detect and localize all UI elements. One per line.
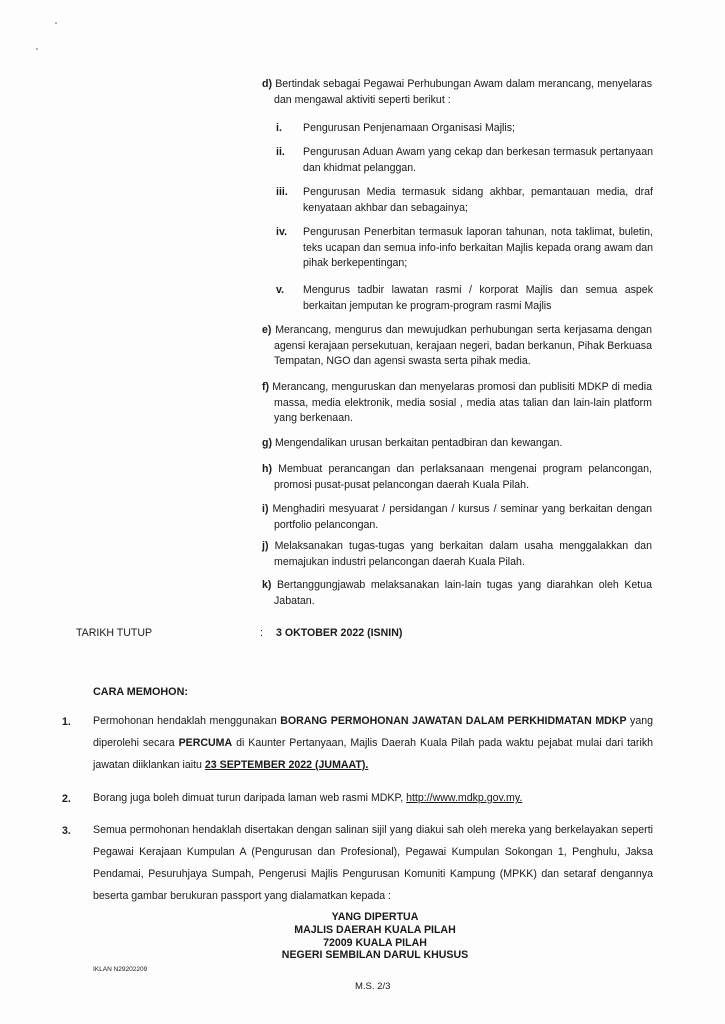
page-number: M.S. 2/3 — [355, 981, 391, 992]
subitem-v-label: v. — [276, 284, 285, 296]
subitem-ii-label: ii. — [276, 146, 285, 158]
item-h-label: h) — [262, 463, 272, 475]
item-j — [262, 539, 652, 570]
item-i-label: i) — [262, 503, 269, 515]
advert-date: 23 SEPTEMBER 2022 (JUMAAT). — [204, 759, 369, 771]
item-k-text: Bertanggungjawab melaksanakan lain-lain tugas yang diarahkan oleh Ketua Jabatan. — [274, 579, 653, 607]
item-f-text: Merancang, menguruskan dan menyelaras promosi dan publisiti MDKP di media massa, media elektronik, media sosial , media atas talian dan lain-lain platform yang berkenaan. — [272, 381, 652, 424]
address-line-2: MAJLIS DAERAH KUALA PILAH — [294, 923, 456, 936]
subitem-v-text: Mengurus tadbir lawatan rasmi / korporat Majlis dan semua aspek berkaitan jemputan ke program-program rasmi Majlis — [303, 284, 653, 312]
subitem-ii-text: Pengurusan Aduan Awam yang cekap dan berkesan termasuk pertanyaan dan khidmat pelanggan. — [303, 146, 653, 174]
mdkp-website-link[interactable]: http://www.mdkp.gov.my. — [406, 792, 523, 804]
subitem-iv-text: Pengurusan Penerbitan termasuk laporan tahunan, nota taklimat, buletin, teks ucapan dan semua info-info berkaitan Majlis kepada orang awam dan pihak berkepentingan; — [303, 226, 653, 269]
step-1-part-a: Permohonan hendaklah menggunakan — [93, 715, 281, 727]
cara-memohon-heading: CARA MEMOHON: — [93, 686, 188, 698]
form-name: BORANG PERMOHONAN JAWATAN DALAM PERKHIDMATAN MDKP — [280, 715, 627, 727]
step-2-text — [93, 787, 653, 809]
item-g-label: g) — [262, 437, 272, 449]
step-1-part-c: yang diperolehi secara — [93, 715, 654, 749]
address-line-4: NEGERI SEMBILAN DARUL KHUSUS — [281, 949, 469, 962]
step-3-text: Semua permohonan hendaklah disertakan dengan salinan sijil yang diakui sah oleh mereka yang berkelayakan seperti Pegawai Kerajaan Kumpulan A (Pengurusan dan Profesional), Pegawai Kumpulan Sokongan 1, Penghulu, Jaksa Pendamai, Pesuruhjaya Sumpah, Pengerusi Majlis Pengurusan Komuniti Kampung (MPKK) dan setaraf dengannya beserta gambar berukuran passport yang dialamatkan kepada : — [93, 824, 653, 902]
scan-speck — [55, 22, 57, 24]
item-i — [262, 502, 652, 533]
scan-speck — [36, 48, 38, 50]
subitem-iv-label: iv. — [276, 226, 287, 238]
item-d-text: Bertindak sebagai Pegawai Perhubungan Awam dalam merancang, menyelaras dan mengawal aktiviti seperti berikut : — [274, 78, 652, 106]
item-h-text: Membuat perancangan dan perlaksanaan mengenai program pelancongan, promosi pusat-pusat pelancongan daerah Kuala Pilah. — [274, 463, 652, 491]
ad-code: IKLAN N29202209 — [93, 966, 148, 973]
step-2-number: 2. — [62, 793, 71, 805]
item-d — [262, 77, 652, 108]
step-1-number: 1. — [62, 716, 71, 728]
item-h — [262, 462, 652, 493]
address-line-3: 72009 KUALA PILAH — [323, 936, 427, 949]
item-e-label: e) — [262, 324, 272, 336]
closing-date-colon: : — [260, 627, 263, 639]
step-1-text — [93, 710, 653, 776]
item-k — [262, 578, 652, 609]
item-g-text: Mengendalikan urusan berkaitan pentadbiran dan kewangan. — [274, 437, 563, 449]
item-k-label: k) — [262, 579, 272, 591]
subitem-iii-label: iii. — [276, 186, 288, 198]
step-2-sentence: Borang juga boleh dimuat turun daripada laman web rasmi MDKP, — [93, 792, 407, 804]
step-3-number: 3. — [62, 825, 71, 837]
step-1-part-e: di Kaunter Pertanyaan, Majlis Daerah Kuala Pilah pada waktu pejabat mulai dari tarikh jawatan diiklankan iaitu — [93, 737, 654, 771]
address-block — [200, 911, 550, 962]
subitem-i-label: i. — [276, 122, 282, 134]
item-i-text: Menghadiri mesyuarat / persidangan / kursus / seminar yang berkaitan dengan portfolio pelancongan. — [272, 503, 652, 531]
item-f — [262, 380, 652, 427]
subitem-i-text: Pengurusan Penjenamaan Organisasi Majlis; — [303, 122, 515, 134]
item-g — [262, 436, 652, 452]
closing-date-value: 3 OKTOBER 2022 (ISNIN) — [276, 627, 403, 639]
item-j-label: j) — [262, 540, 269, 552]
item-d-label: d) — [262, 78, 272, 90]
closing-date-label: TARIKH TUTUP — [76, 627, 153, 639]
subitem-iii-text: Pengurusan Media termasuk sidang akhbar, pemantauan media, draf kenyataan akhbar dan sebagainya; — [303, 186, 653, 214]
address-line-1: YANG DIPERTUA — [331, 911, 419, 923]
item-f-label: f) — [262, 381, 270, 393]
free-label: PERCUMA — [178, 737, 233, 749]
item-e — [262, 323, 652, 370]
item-j-text: Melaksanakan tugas-tugas yang berkaitan dalam usaha menggalakkan dan memajukan industri pelancongan daerah Kuala Pilah. — [274, 540, 652, 568]
item-e-text: Merancang, mengurus dan mewujudkan perhubungan serta kerjasama dengan agensi kerajaan persekutuan, kerajaan negeri, badan berkanun, Pihak Berkuasa Tempatan, NGO dan agensi swasta serta pihak media. — [274, 324, 652, 367]
